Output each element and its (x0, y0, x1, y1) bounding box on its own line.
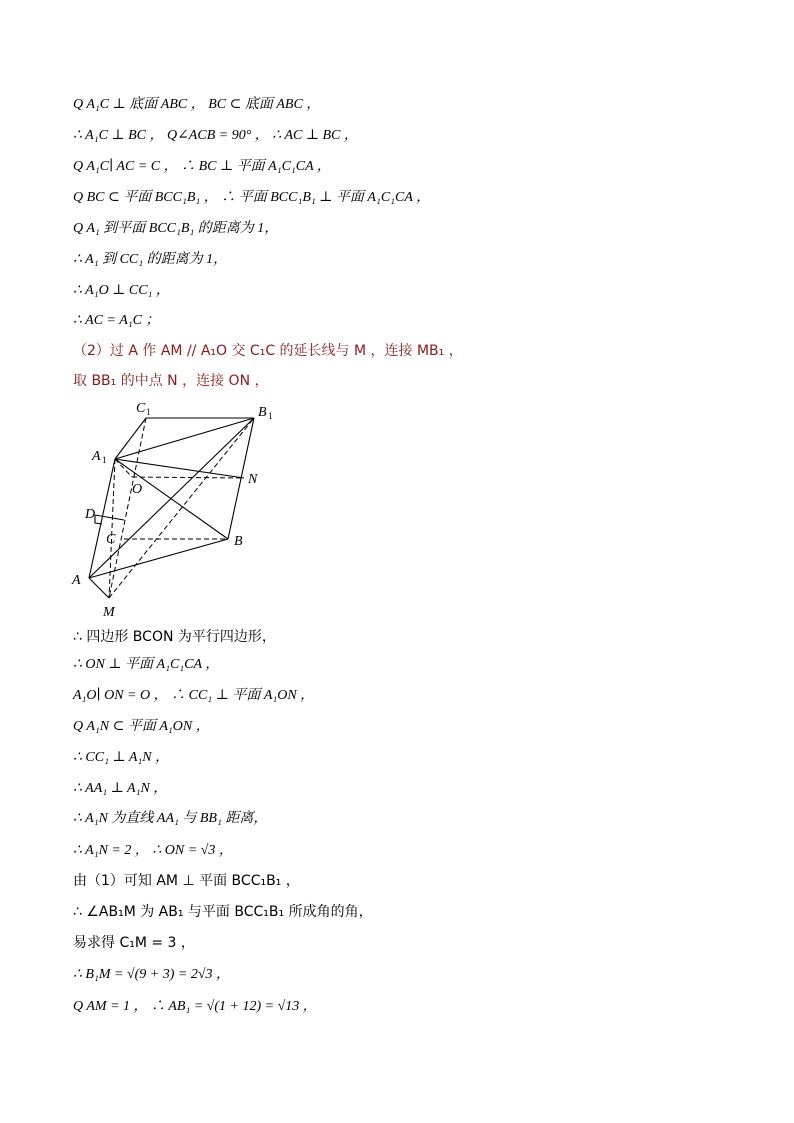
label-a1-sub: 1 (102, 455, 107, 465)
label-c: C (106, 532, 116, 547)
label-b: B (234, 534, 243, 549)
proof-line-22: ∴ B₁M = √(9 + 3) = 2√3 ， (73, 967, 231, 982)
proof-line-18: ∴ A₁N = 2 ， ∴ ON = √3 ， (73, 843, 233, 858)
proof-line-15: ∴ CC₁ ⊥ A₁N ， (73, 750, 170, 765)
label-o: O (132, 482, 143, 497)
proof-line-1: Q A₁C ⊥ 底面 ABC ， BC ⊂ 底面 ABC ， (73, 97, 321, 112)
edge-m-b1-hidden (109, 418, 254, 598)
proof-line-12: ∴ ON ⊥ 平面 A₁C₁CA ， (73, 657, 220, 672)
label-d: D (85, 507, 96, 522)
edge-c1-m-hidden (109, 418, 146, 598)
proof-line-8: ∴ AC = A₁C ； (73, 313, 160, 328)
proof-line-7: ∴ A₁O ⊥ CC₁ ， (73, 283, 170, 298)
perpendicular-d (95, 515, 124, 520)
proof-line-19: 由（1）可知 AM ⊥ 平面 BCC₁B₁ ， (73, 873, 300, 889)
prism-diagram (64, 398, 284, 623)
proof-line-13: A₁O∣ ON = O ， ∴ CC₁ ⊥ 平面 A₁ON ， (73, 688, 315, 703)
proof-line-16: ∴ AA₁ ⊥ A₁N ， (73, 781, 168, 796)
proof-line-17: ∴ A₁N 为直线 AA₁ 与 BB₁ 距离， (73, 811, 268, 826)
proof-line-5: Q A₁ 到平面 BCC₁B₁ 的距离为 1， (73, 221, 279, 236)
proof-line-6: ∴ A₁ 到 CC₁ 的距离为 1， (73, 252, 228, 267)
proof-line-14: Q A₁N ⊂ 平面 A₁ON ， (73, 719, 210, 734)
label-n: N (248, 472, 258, 487)
proof-line-20: ∴ ∠AB₁M 为 AB₁ 与平面 BCC₁B₁ 所成角的角， (73, 904, 373, 920)
label-c1: C (136, 401, 146, 416)
proof-line-4: Q BC ⊂ 平面 BCC₁B₁ ， ∴ 平面 BCC₁B₁ ⊥ 平面 A₁C₁CA ， (73, 190, 431, 205)
edge-a1-o-hidden (115, 459, 132, 477)
label-c1-sub: 1 (146, 407, 151, 417)
proof-line-2: ∴ A₁C ⊥ BC ， Q∠ACB = 90° ， ∴ AC ⊥ BC ， (73, 128, 358, 143)
edge-o-n-hidden (132, 477, 244, 478)
label-a1: A (92, 449, 101, 464)
edge-a-m (89, 578, 109, 598)
label-a: A (72, 573, 81, 588)
proof-line-23: Q AM = 1 ， ∴ AB₁ = √(1 + 12) = √13 ， (73, 999, 317, 1014)
part-2-construction: （2）过 A 作 AM // A₁O 交 C₁C 的延长线与 M ，连接 MB₁ ， (73, 343, 463, 359)
proof-line-3: Q A₁C∣ AC = C ， ∴ BC ⊥ 平面 A₁C₁CA ， (73, 159, 331, 174)
label-m: M (103, 605, 115, 620)
geometry-figure (64, 398, 284, 623)
proof-line-21: 易求得 C₁M = 3 ， (73, 935, 195, 951)
label-b1: B (258, 405, 267, 420)
edge-a1-c1 (115, 418, 146, 459)
label-b1-sub: 1 (268, 411, 273, 421)
midpoint-construction: 取 BB₁ 的中点 N ，连接 ON ， (73, 373, 269, 389)
proof-line-11: ∴ 四边形 BCON 为平行四边形， (73, 629, 276, 645)
